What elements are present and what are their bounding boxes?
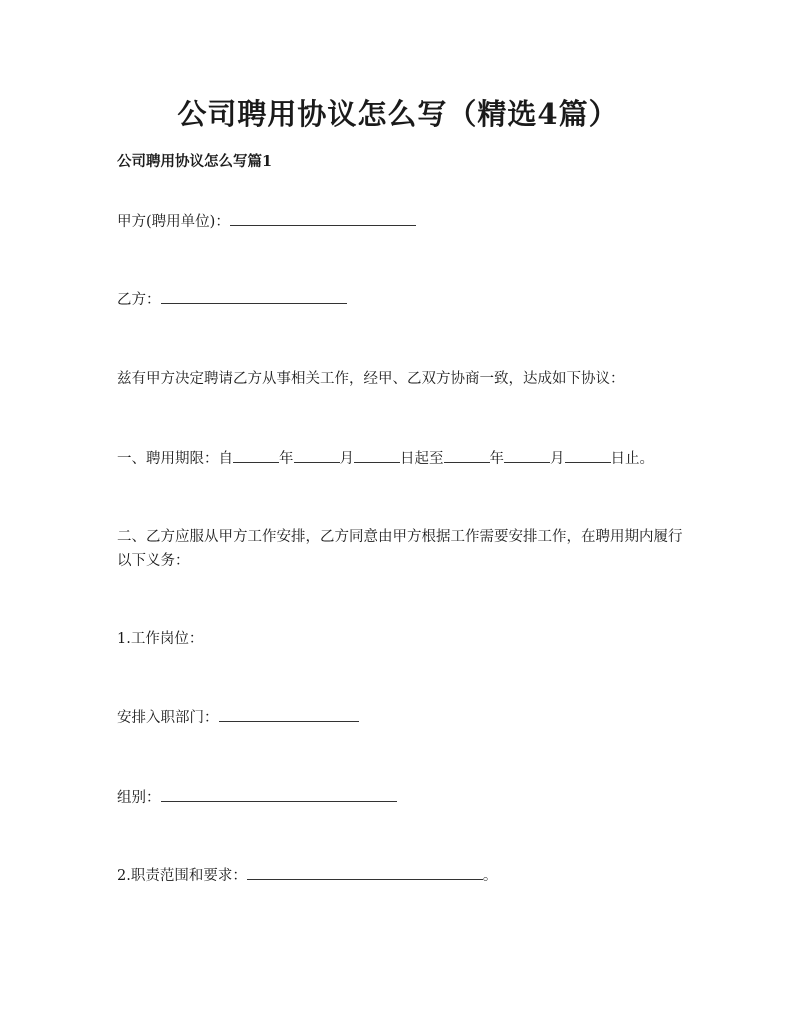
scope-blank [247, 865, 483, 880]
term-month-1: 月 [339, 451, 354, 467]
dept-label: 安排入职部门： [117, 710, 219, 726]
group-label: 组别： [117, 790, 161, 806]
end-year-blank [444, 448, 490, 463]
group-line [117, 786, 687, 810]
term-year-2: 年 [489, 451, 504, 467]
party-b-blank [161, 289, 347, 304]
scope-line [117, 864, 687, 888]
term-year-1: 年 [279, 451, 294, 467]
party-b-line [117, 288, 687, 312]
party-a-blank [230, 211, 416, 226]
end-day-blank [565, 448, 611, 463]
start-year-blank [233, 448, 279, 463]
group-blank [161, 787, 397, 802]
dept-blank [219, 707, 359, 722]
start-month-blank [294, 448, 340, 463]
term-clause [117, 447, 687, 471]
post-heading: 1.工作岗位： [117, 631, 204, 647]
term-month-2: 月 [550, 451, 565, 467]
party-a-line [117, 210, 687, 234]
duty-clause: 二、乙方应服从甲方工作安排，乙方同意由甲方根据工作需要安排工作，在聘用期内履行以下义务： [117, 529, 683, 569]
scope-end: 。 [482, 868, 498, 884]
term-day-2: 日止。 [610, 451, 654, 467]
party-a-label: 甲方(聘用单位)： [117, 214, 230, 230]
document-title: 公司聘用协议怎么写（精选4篇） [177, 97, 619, 131]
section-heading: 公司聘用协议怎么写篇1 [117, 153, 273, 170]
party-b-label: 乙方： [117, 292, 161, 308]
term-prefix: 一、聘用期限：自 [117, 451, 233, 467]
intro-paragraph: 兹有甲方决定聘请乙方从事相关工作，经甲、乙双方协商一致，达成如下协议： [117, 371, 625, 387]
term-day-1: 日起至 [400, 451, 444, 467]
dept-line [117, 706, 687, 730]
start-day-blank [354, 448, 400, 463]
end-month-blank [504, 448, 550, 463]
scope-label: 2.职责范围和要求： [117, 868, 247, 884]
